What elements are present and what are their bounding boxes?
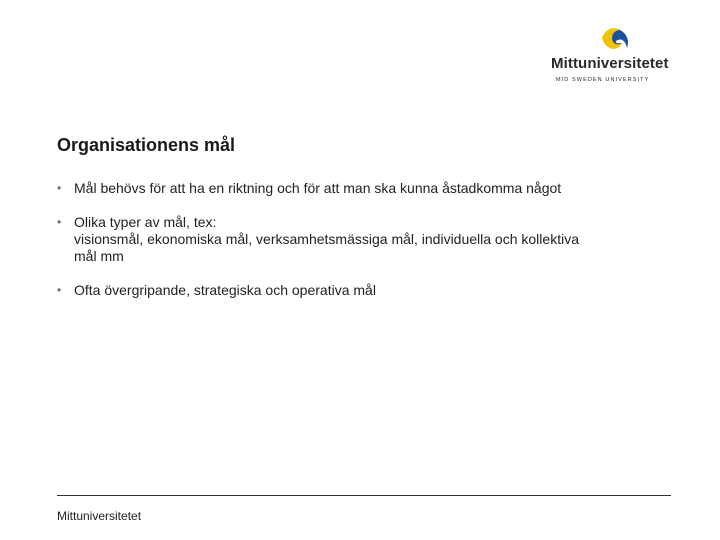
- logo-mark-icon: [600, 24, 632, 56]
- bullet-item: [57, 282, 677, 299]
- slide-title: Organisationens mål: [57, 135, 236, 155]
- bullet-line: Mål behövs för att ha en riktning och för att man ska kunna åstadkomma något: [74, 180, 562, 196]
- bullet-list: [57, 180, 677, 316]
- footer-divider: [57, 495, 671, 496]
- bullet-line: Olika typer av mål, tex:: [74, 214, 217, 230]
- bullet-line: Ofta övergripande, strategiska och operativa mål: [74, 282, 376, 298]
- bullet-dot-icon: •: [57, 215, 62, 229]
- bullet-line: visionsmål, ekonomiska mål, verksamhetsmässiga mål, individuella och kollektiva: [74, 231, 579, 247]
- bullet-item: [57, 180, 677, 197]
- bullet-line: mål mm: [74, 248, 124, 264]
- bullet-item: [57, 214, 677, 265]
- logo-subtitle: MID SWEDEN UNIVERSITY: [556, 77, 650, 83]
- bullet-dot-icon: •: [57, 181, 62, 195]
- footer-text: Mittuniversitetet: [57, 509, 142, 523]
- logo-name: Mittuniversitetet: [551, 55, 669, 72]
- bullet-dot-icon: •: [57, 283, 62, 297]
- university-logo: [548, 24, 684, 94]
